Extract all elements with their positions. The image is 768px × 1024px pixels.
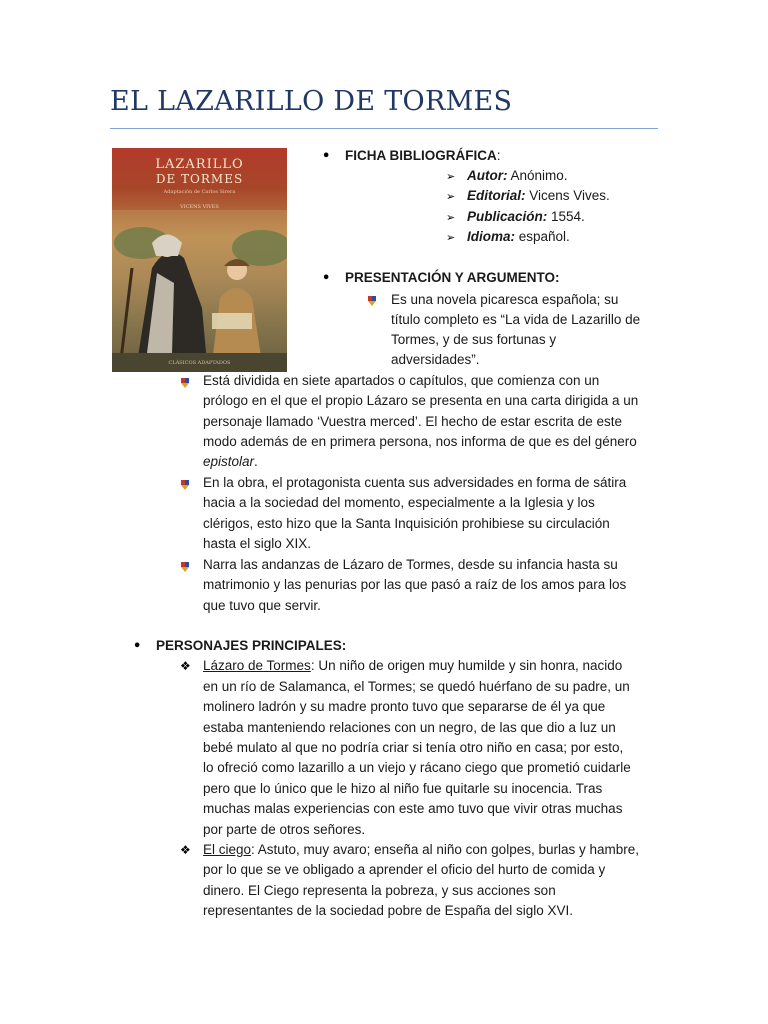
colored-down-arrow-icon [181, 378, 190, 388]
ficha-editorial [467, 188, 610, 205]
presentacion-item3-line4: hasta el siglo XIX. [203, 536, 312, 551]
ficha-editorial-label: Editorial: [467, 188, 526, 203]
cover-publisher: VICENS VIVES [180, 204, 219, 210]
ciego-line3: dinero. El Ciego representa la pobreza, y sus acciones son [203, 883, 556, 898]
cover-footer: CLÁSICOS ADAPTADOS [168, 360, 231, 366]
ficha-autor [467, 168, 568, 185]
presentacion-item1-line1: Es una novela picaresca española; su [391, 292, 619, 307]
presentacion-item2-line2: prólogo en el que el propio Lázaro se presenta en una carta dirigida a un [203, 393, 639, 408]
arrow-bullet-icon: ➢ [446, 211, 456, 224]
presentacion-item4-line1: Narra las andanzas de Lázaro de Tormes, desde su infancia hasta su [203, 557, 618, 572]
presentacion-item2-line4: modo además de en primera persona, nos informa de que es del género [203, 434, 637, 449]
book-cover-image [112, 148, 287, 372]
bullet-ficha: • [322, 149, 331, 164]
presentacion-item4-line2: matrimonio y las penurias por las que pasó a raíz de los amos para los [203, 577, 627, 592]
cover-subtitle: Adaptación de Carlos Sirera [163, 189, 236, 195]
ficha-heading-colon: : [496, 148, 501, 163]
colored-down-arrow-icon [368, 296, 377, 306]
bullet-personajes: • [133, 639, 142, 654]
ciego-name: El ciego [203, 842, 252, 857]
presentacion-item3-line2: hacia a la sociedad del momento, especialmente a la Iglesia y los [203, 495, 595, 510]
bullet-presentacion: • [322, 271, 331, 286]
document-title: EL LAZARILLO DE TORMES [110, 86, 513, 117]
ficha-heading [345, 148, 501, 163]
presentacion-item3-line3: clérigos, esto hizo que la Santa Inquisición prohibiese su circulación [203, 516, 610, 531]
lazaro-line8: muchas malas experiencias con este amo tuvo que vivir otras muchas [203, 801, 623, 816]
cover-title-line2: DE TORMES [155, 172, 244, 186]
ciego-line2: por lo que se ve obligado a aprender el oficio del hurto de comida y [203, 862, 606, 877]
lazaro-line9: por parte de otros señores. [203, 822, 366, 837]
presentacion-item2-line3: personaje llamado ‘Vuestra merced’. El hecho de estar escrita de este [203, 414, 622, 429]
ficha-editorial-value: Vicens Vives. [525, 188, 610, 203]
arrow-bullet-icon: ➢ [446, 170, 456, 183]
personajes-heading: PERSONAJES PRINCIPALES: [156, 638, 347, 653]
ciego-line4: representantes de la sociedad pobre de España del siglo XVI. [203, 903, 573, 918]
diamond-bullet-icon: ❖ [180, 843, 191, 857]
lazaro-name: Lázaro de Tormes [203, 658, 311, 673]
ficha-idioma-label: Idioma: [467, 229, 516, 244]
presentacion-item4-line3: que tuvo que servir. [203, 598, 321, 613]
ficha-idioma-value: español. [515, 229, 570, 244]
ficha-autor-label: Autor: [467, 168, 508, 183]
colored-down-arrow-icon [181, 562, 190, 572]
arrow-bullet-icon: ➢ [446, 231, 456, 244]
title-underline [110, 128, 658, 129]
presentacion-item2-line1: Está dividida en siete apartados o capítulos, que comienza con un [203, 373, 600, 388]
lazaro-line4: estaba manteniendo relaciones con un negro, de las que dio a luz un [203, 720, 616, 735]
lazaro-desc-start: : Un niño de origen muy humilde y sin honra, nacido [310, 658, 623, 673]
genre-epistolar: epistolar [203, 454, 255, 469]
ficha-autor-value: Anónimo. [507, 168, 568, 183]
ciego-desc-start: : Astuto, muy avaro; enseña al niño con golpes, burlas y hambre, [251, 842, 640, 857]
presentacion-item1-line4: adversidades”. [391, 352, 480, 367]
lazaro-line1 [203, 658, 622, 675]
period: . [254, 454, 258, 469]
ficha-idioma [467, 229, 570, 246]
ciego-line1 [203, 842, 639, 859]
presentacion-item3-line1: En la obra, el protagonista cuenta sus adversidades en forma de sátira [203, 475, 627, 490]
lazaro-line5: bebé mulato al que no podría criar si tenía otro niño en casa; por esto, [203, 740, 624, 755]
ficha-publicacion [467, 209, 585, 226]
lazaro-line2: en un río de Salamanca, el Tormes; se quedó huérfano de su padre, un [203, 679, 630, 694]
colored-down-arrow-icon [181, 480, 190, 490]
ficha-publicacion-label: Publicación: [467, 209, 548, 224]
presentacion-item1-line2: título completo es “La vida de Lazarillo de [391, 312, 641, 327]
ficha-publicacion-value: 1554. [547, 209, 585, 224]
lazaro-line7: pero que lo único que le hizo al niño fue quitarle su inocencia. Tras [203, 781, 603, 796]
cover-title-line1: LAZARILLO [155, 157, 244, 172]
lazaro-line3: molinero ladrón y su madre pronto tuvo que separarse de él ya que [203, 699, 606, 714]
presentacion-item2-line5 [203, 454, 258, 471]
presentacion-heading: PRESENTACIÓN Y ARGUMENTO: [345, 270, 560, 285]
ficha-heading-text: FICHA BIBLIOGRÁFICA [345, 148, 497, 163]
presentacion-item1-line3: Tormes, y de sus fortunas y [391, 332, 557, 347]
diamond-bullet-icon: ❖ [180, 659, 191, 673]
arrow-bullet-icon: ➢ [446, 190, 456, 203]
lazaro-line6: lo ofreció como lazarillo a un viejo y rácano ciego que prometió cuidarle [203, 760, 631, 775]
